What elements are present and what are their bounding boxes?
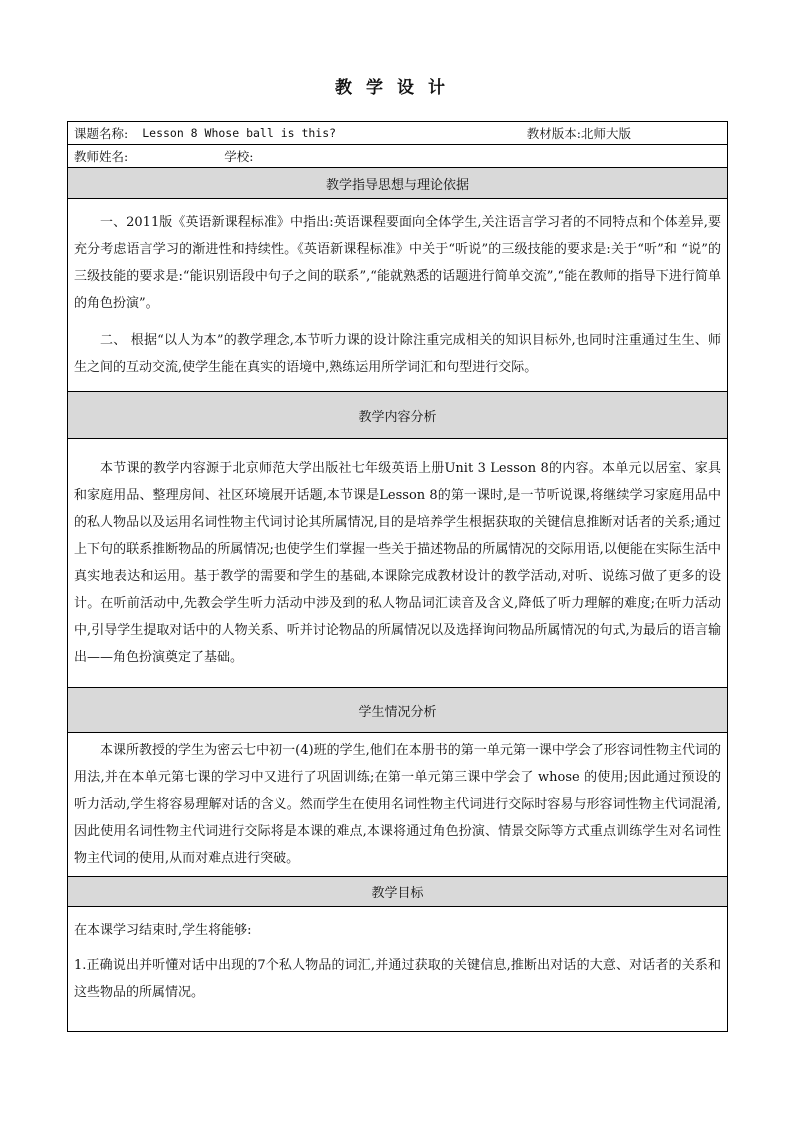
section-header-guidance <box>68 168 728 199</box>
course-value: Lesson 8 Whose ball is this? <box>142 126 337 140</box>
section-header-content <box>68 392 728 439</box>
edition-label: 教材版本: <box>526 126 581 141</box>
content-paragraph-1: 本节课的教学内容源于北京师范大学出版社七年级英语上册Unit 3 Lesson 8的内容。本单元以居室、家具和家庭用品、整理房间、社区环境展开话题,本节课是Lesson 8的第一课时,是一节听说课,将继续学习家庭用品中的私人物品以及运用名词性物主代词讨论其所属情况,目的是培养学生根据获取的关键信息推断对话者的关系;通过上下句的联系推断物品的所属情况;也使学生们掌握一些关于描述物品的所属情况的交际用语,以便能在实际生活中真实地表达和运用。基于教学的需要和学生的基础,本课除完成教材设计的教学活动,对听、说练习做了更多的设计。在听前活动中,先教会学生听力活动中涉及到的私人物品词汇读音及含义,降低了听力理解的难度;在听力活动中,引导学生提取对话中的人物关系、听并讨论物品的所属情况以及选择询问物品所属情况的句式,为最后的语言输出——角色扮演奠定了基础。 <box>74 461 721 665</box>
meta-row-course <box>68 122 728 145</box>
section-title-objectives: 教学目标 <box>68 877 728 907</box>
guidance-paragraph-1: 一、2011版《英语新课程标准》中指出:英语课程要面向全体学生,关注语言学习者的不同特点和个体差异,要充分考虑语言学习的渐进性和持续性。《英语新课程标准》中关于“听说”的三级技能的要求是:关于“听”和 “说”的三级技能的要求是:“能识别语段中句子之间的联系”,“能就熟悉的话题进行简单交流”,“能在教师的指导下进行简单的角色扮演”。 <box>74 215 721 311</box>
section-body-content <box>68 439 728 688</box>
course-label: 课题名称: <box>74 126 129 141</box>
objectives-intro: 在本课学习结束时,学生将能够: <box>74 923 252 938</box>
edition-value: 北师大版 <box>580 126 631 141</box>
students-paragraph-1: 本课所教授的学生为密云七中初一(4)班的学生,他们在本册书的第一单元第一课中学会了形容词性物主代词的用法,并在本单元第七课的学习中又进行了巩固训练;在第一单元第三课中学会了 whose 的使用;因此通过预设的听力活动,学生将容易理解对话的含义。然而学生在使用名词性物主代词进行交际时容易与形容词性物主代词混淆,因此使用名词性物主代词进行交际将是本课的难点,本课将通过角色扮演、情景交际等方式重点训练学生对名词性物主代词的使用,从而对难点进行突破。 <box>74 743 721 866</box>
meta-row-teacher <box>68 145 728 168</box>
section-content-guidance <box>68 199 728 392</box>
section-title-content: 教学内容分析 <box>68 392 728 439</box>
meta-cell-course <box>68 122 728 145</box>
section-body-guidance <box>68 199 728 392</box>
meta-cell-teacher <box>68 145 728 168</box>
teacher-label: 教师姓名: <box>74 149 129 164</box>
section-header-students <box>68 688 728 733</box>
section-title-students: 学生情况分析 <box>68 688 728 733</box>
section-content-students <box>68 733 728 877</box>
lesson-plan-table <box>67 121 728 1032</box>
section-header-objectives <box>68 877 728 907</box>
school-label: 学校: <box>224 149 254 164</box>
section-body-students <box>68 733 728 877</box>
section-title-guidance: 教学指导思想与理论依据 <box>68 168 728 199</box>
section-content-objectives <box>68 907 728 1032</box>
section-content-content <box>68 439 728 688</box>
page-title: 教学设计 <box>335 78 459 98</box>
section-body-objectives <box>68 907 728 1032</box>
objectives-item-1: 1.正确说出并听懂对话中出现的7个私人物品的词汇,并通过获取的关键信息,推断出对话的大意、对话者的关系和这些物品的所属情况。 <box>74 958 721 1000</box>
guidance-paragraph-2: 二、 根据“以人为本”的教学理念,本节听力课的设计除注重完成相关的知识目标外,也同时注重通过生生、师生之间的互动交流,使学生能在真实的语境中,熟练运用所学词汇和句型进行交际。 <box>74 333 721 375</box>
